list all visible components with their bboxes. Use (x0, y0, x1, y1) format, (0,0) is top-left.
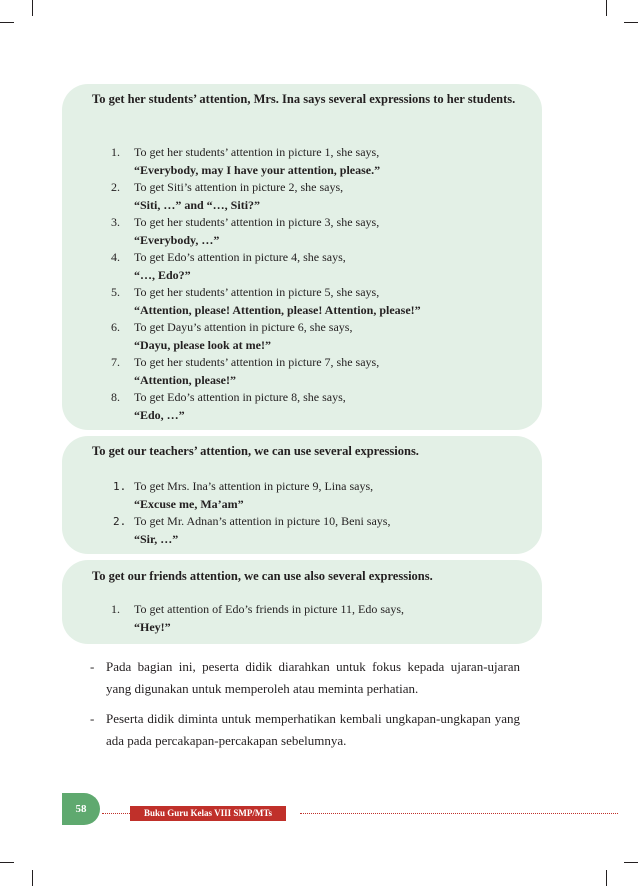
teacher-notes (90, 656, 520, 760)
note-paragraph: - Peserta didik diminta untuk memperhatikan kembali ungkapan-ungkapan yang ada pada percakapan-percakapan sebelumnya. (90, 711, 520, 748)
crop-mark (606, 870, 607, 886)
section-heading-teachers: To get our teachers’ attention, we can use several expressions. (92, 444, 419, 458)
book-title-label: Buku Guru Kelas VIII SMP/MTs (130, 806, 286, 821)
list-item: 4. To get Edo’s attention in picture 4, she says, “…, Edo?” (111, 250, 346, 282)
list-item: 1. To get attention of Edo’s friends in picture 11, Edo says, “Hey!” (111, 602, 404, 634)
crop-mark (624, 862, 638, 863)
list-friends-expressions (92, 601, 532, 636)
crop-mark (32, 870, 33, 886)
section-heading-friends: To get our friends attention, we can use also several expressions. (92, 569, 433, 583)
crop-mark (624, 22, 638, 23)
crop-mark (0, 862, 14, 863)
page-number-badge (62, 793, 100, 825)
list-students-expressions (92, 144, 532, 424)
list-item: 5. To get her students’ attention in picture 5, she says, “Attention, please! Attention, please! Attention, please!” (111, 285, 421, 317)
list-item: 1. To get her students’ attention in picture 1, she says, “Everybody, may I have your attention, please.” (111, 145, 381, 177)
list-item: 1. To get Mrs. Ina’s attention in picture 9, Lina says, “Excuse me, Ma’am” (113, 479, 374, 511)
list-item: 7. To get her students’ attention in picture 7, she says, “Attention, please!” (111, 355, 380, 387)
note-paragraph: - Pada bagian ini, peserta didik diarahkan untuk fokus kepada ujaran-ujaran yang digunakan untuk memperoleh atau meminta perhatian. (90, 659, 520, 696)
list-item: 3. To get her students’ attention in picture 3, she says, “Everybody, …” (111, 215, 380, 247)
footer-dotted-rule (102, 813, 130, 814)
footer-dotted-rule (300, 813, 618, 814)
list-teachers-expressions (92, 478, 532, 548)
list-item: 6. To get Dayu’s attention in picture 6, she says, “Dayu, please look at me!” (111, 320, 353, 352)
crop-mark (32, 0, 33, 16)
list-item: 2. To get Mr. Adnan’s attention in picture 10, Beni says, “Sir, …” (113, 514, 391, 546)
crop-mark (0, 22, 14, 23)
crop-mark (606, 0, 607, 16)
list-item: 2. To get Siti’s attention in picture 2, she says, “Siti, …” and “…, Siti?” (111, 180, 344, 212)
page-number: 58 (75, 803, 87, 815)
section-heading-students: To get her students’ attention, Mrs. Ina says several expressions to her students. (92, 92, 516, 106)
list-item: 8. To get Edo’s attention in picture 8, she says, “Edo, …” (111, 390, 346, 422)
